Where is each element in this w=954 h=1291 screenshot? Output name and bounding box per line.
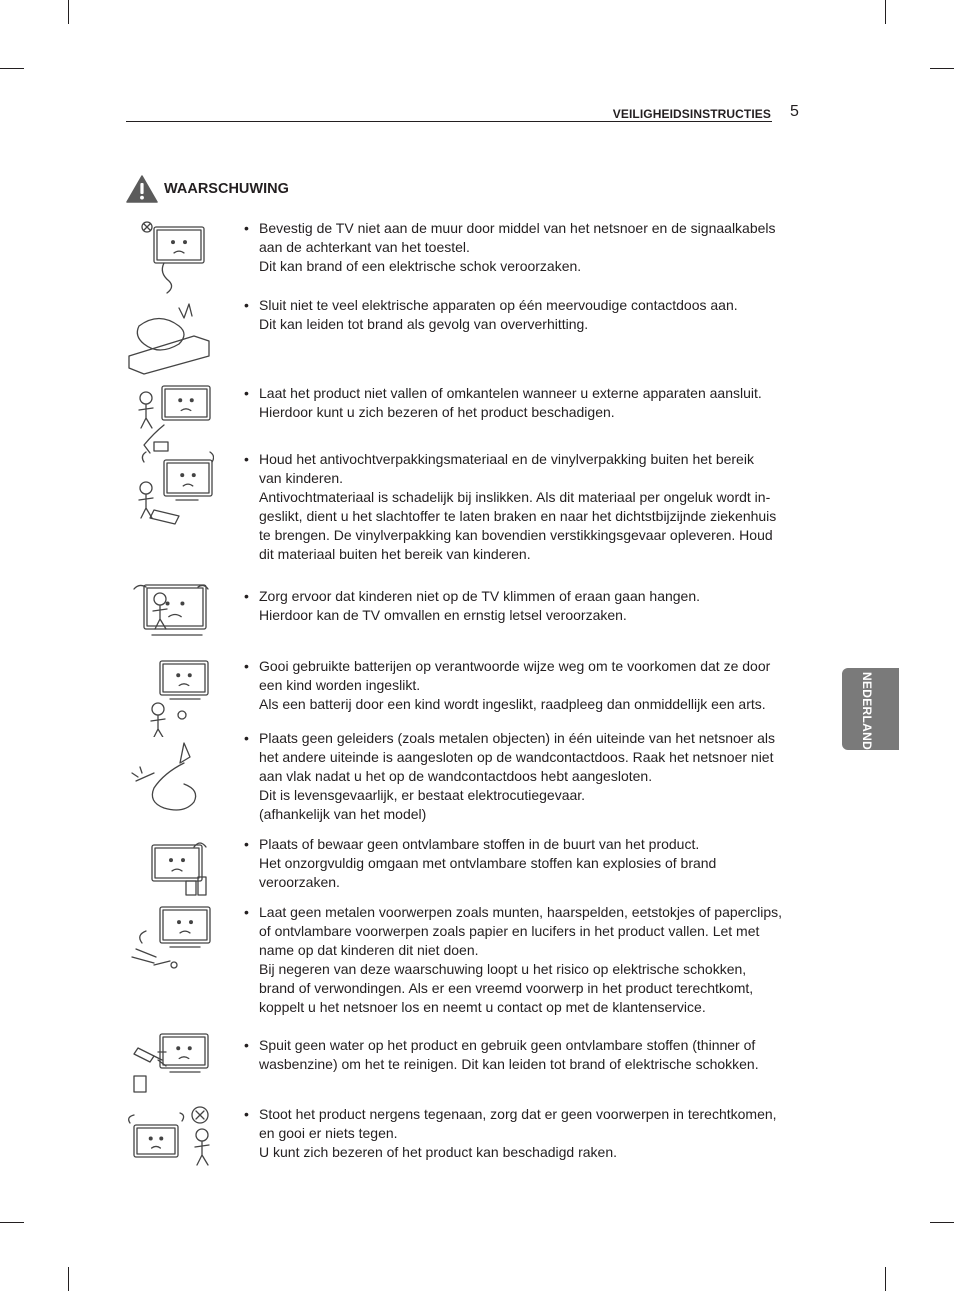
warning-text-line: brand of verwondingen. Als er een vreemd voorwerp in het product terechtkomt, [259, 980, 754, 996]
child-climbing-tv-icon [124, 579, 214, 659]
warning-item [124, 1105, 804, 1166]
warning-text-line: van kinderen. [259, 470, 344, 486]
bullet: • [244, 1037, 249, 1053]
crop-mark [68, 0, 69, 24]
warning-text [259, 587, 804, 625]
crop-mark [930, 68, 954, 69]
crop-mark [885, 0, 886, 24]
bullet: • [244, 904, 249, 920]
warning-item [124, 729, 804, 828]
warning-text-line: het andere uiteinde is aangesloten op de wandcontactdoos. Raak het netsnoer niet [259, 749, 774, 765]
warning-text [259, 657, 804, 714]
crop-mark [885, 1267, 886, 1291]
warning-text-line: U kunt zich bezeren of het product kan beschadigd raken. [259, 1144, 617, 1160]
warning-text-line: koppelt u het netsnoer los en neemt u contact op met de klantenservice. [259, 999, 706, 1015]
warning-text-line: Bevestig de TV niet aan de muur door middel van het netsnoer en de signaalkabels [259, 220, 776, 236]
warning-triangle-icon [126, 175, 158, 203]
header-rule [126, 121, 772, 122]
warning-text-line: veroorzaken. [259, 874, 340, 890]
page-number: 5 [790, 103, 799, 120]
warning-item [124, 219, 804, 280]
warning-text-line: Spuit geen water op het product en gebruik geen ontvlambare stoffen (thinner of [259, 1037, 756, 1053]
warning-text [259, 384, 804, 422]
bullet: • [244, 385, 249, 401]
tv-tipping-over-icon [124, 380, 214, 460]
metal-object-in-plug-icon [124, 737, 214, 817]
warning-item [124, 384, 804, 426]
warning-text-line: Dit kan leiden tot brand als gevolg van oververhitting. [259, 316, 589, 332]
bullet: • [244, 297, 249, 313]
warning-text-line: Plaats geen geleiders (zoals metalen objecten) in één uiteinde van het netsnoer als [259, 730, 775, 746]
crop-mark [0, 68, 24, 69]
warning-text-line: Gooi gebruikte batterijen op verantwoorde wijze weg om te voorkomen dat ze door [259, 658, 771, 674]
objects-into-tv-icon [124, 903, 214, 983]
warning-text-line: Dit kan brand of een elektrische schok veroorzaken. [259, 258, 582, 274]
warning-item [124, 296, 804, 338]
warning-text [259, 903, 804, 1017]
warning-item [124, 657, 804, 718]
crop-mark [68, 1267, 69, 1291]
warning-text-line: aan de achterkant van het toestel. [259, 239, 470, 255]
warning-text-line: Hierdoor kunt u zich bezeren of het product beschadigen. [259, 404, 615, 420]
warning-text-line: Plaats of bewaar geen ontvlambare stoffen in de buurt van het product. [259, 836, 700, 852]
warning-text-line: en gooi er niets tegen. [259, 1125, 398, 1141]
warning-text-line: Zorg ervoor dat kinderen niet op de TV klimmen of eraan gaan hangen. [259, 588, 701, 604]
warning-text-line: te brengen. De vinylverpakking kan bovendien verstikkingsgevaar opleveren. Houd [259, 527, 773, 543]
warning-item [124, 1036, 804, 1078]
bullet: • [244, 220, 249, 236]
warning-text-line: Dit is levensgevaarlijk, er bestaat elektrocutiegevaar. [259, 787, 586, 803]
warning-text [259, 835, 804, 892]
warning-text [259, 219, 804, 276]
spraying-water-on-tv-icon [124, 1026, 214, 1106]
bullet: • [244, 836, 249, 852]
warning-text-line: een kind worden ingeslikt. [259, 677, 421, 693]
bullet: • [244, 1106, 249, 1122]
tv-mounted-by-cable-icon [124, 219, 214, 299]
warning-text-line: Bij negeren van deze waarschuwing loopt u het risico op elektrische schokken, [259, 961, 747, 977]
warning-text-line: Houd het antivochtverpakkingsmateriaal en de vinylverpakking buiten het bereik [259, 451, 754, 467]
warning-text-line: Laat geen metalen voorwerpen zoals munten, haarspelden, eetstokjes of paperclips, [259, 904, 782, 920]
language-side-tab [842, 668, 899, 759]
warning-text-line: dit materiaal buiten het bereik van kinderen. [259, 546, 531, 562]
warning-text [259, 1036, 804, 1074]
warning-text-line: geslikt, dient u het slachtoffer te laten braken en naar het dichtstbijzijnde ziekenhuis [259, 508, 777, 524]
warning-text-line: of ontvlambare voorwerpen zoals papier en lucifers in het product vallen. Let met [259, 923, 760, 939]
child-swallowing-battery-icon [124, 657, 214, 737]
bullet: • [244, 451, 249, 467]
warning-text [259, 450, 804, 564]
warning-text-line: (afhankelijk van het model) [259, 806, 427, 822]
bullet: • [244, 658, 249, 674]
warning-text [259, 1105, 804, 1162]
warning-text-line: aan vlak nadat u het op de wandcontactdoos hebt aangesloten. [259, 768, 653, 784]
warning-item [124, 587, 804, 629]
running-title: VEILIGHEIDSINSTRUCTIES [612, 107, 771, 121]
warning-text-line: name op dat kinderen dit niet doen. [259, 942, 479, 958]
warning-text-line: Hierdoor kan de TV omvallen en ernstig letsel veroorzaken. [259, 607, 627, 623]
overloaded-power-strip-icon [124, 296, 214, 376]
warning-title: WAARSCHUWING [164, 181, 289, 197]
warning-text-line: Laat het product niet vallen of omkantelen wanneer u externe apparaten aansluit. [259, 385, 762, 401]
language-side-tab-label: NEDERLANDS [860, 672, 874, 759]
bullet: • [244, 588, 249, 604]
warning-text-line: Het onzorgvuldig omgaan met ontvlambare stoffen kan explosies of brand [259, 855, 717, 871]
warning-item [124, 450, 804, 568]
warning-text-line: Sluit niet te veel elektrische apparaten op één meervoudige contactdoos aan. [259, 297, 738, 313]
warning-text [259, 296, 804, 334]
ball-hitting-tv-icon [124, 1105, 214, 1185]
crop-mark [0, 1222, 24, 1223]
warning-text-line: Stoot het product nergens tegenaan, zorg dat er geen voorwerpen in terechtkomen, [259, 1106, 777, 1122]
warning-item [124, 835, 804, 896]
warning-text-line: Als een batterij door een kind wordt ingeslikt, raadpleeg dan onmiddellijk een arts. [259, 696, 766, 712]
crop-mark [930, 1222, 954, 1223]
bullet: • [244, 730, 249, 746]
child-with-packaging-icon [124, 450, 214, 530]
warning-item [124, 903, 804, 1021]
warning-text-line: Antivochtmateriaal is schadelijk bij inslikken. Als dit materiaal per ongeluk wordt in- [259, 489, 771, 505]
warning-text [259, 729, 804, 824]
warning-text-line: wasbenzine) om het te reinigen. Dit kan leiden tot brand of elektrische schokken. [259, 1056, 759, 1072]
